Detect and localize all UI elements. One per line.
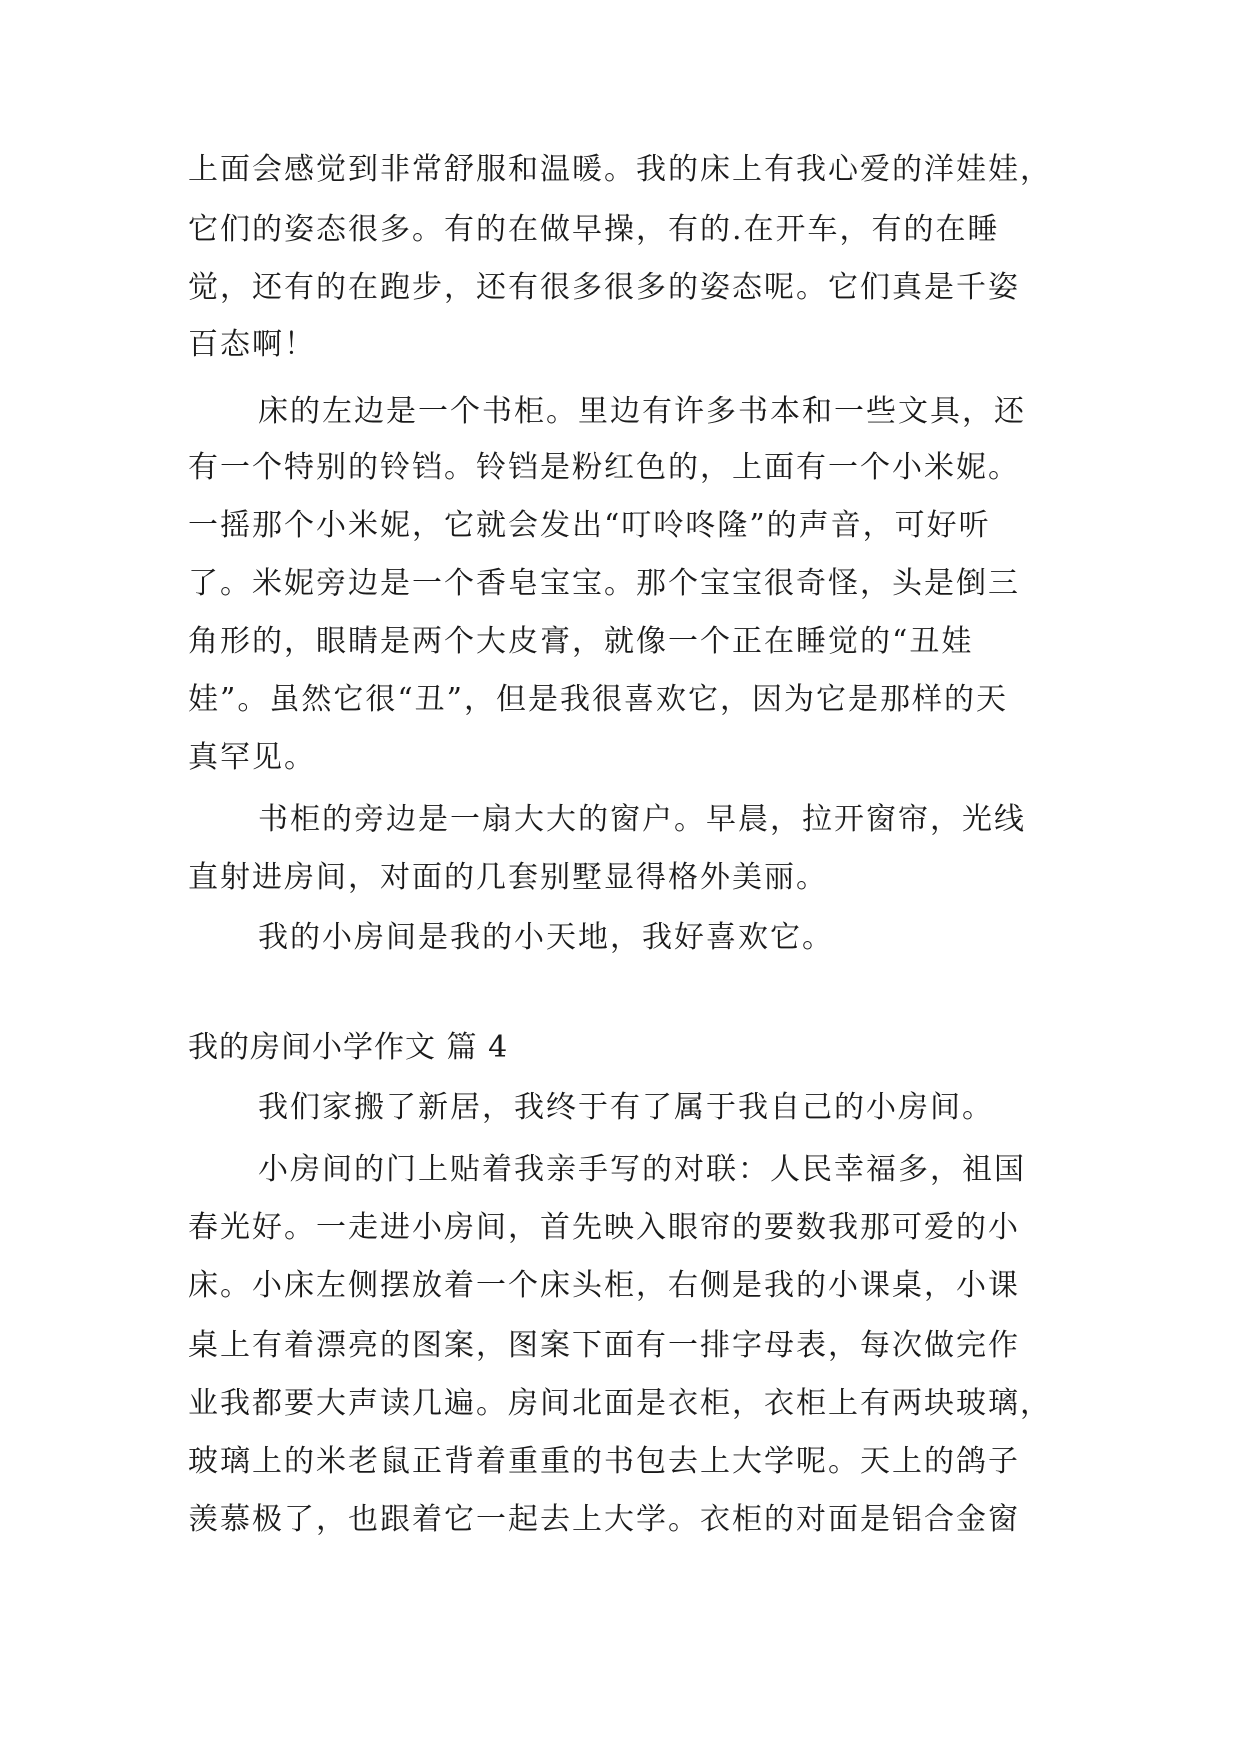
text-line: 角形的，眼睛是两个大皮膏，就像一个正在睡觉的“丑娃: [188, 624, 974, 659]
section-title: 我的房间小学作文 篇 4: [188, 1030, 509, 1065]
text-line: 上面会感觉到非常舒服和温暖。我的床上有我心爱的洋娃娃，: [188, 152, 1052, 187]
text-line: 一摇那个小米妮，它就会发出“叮呤咚隆”的声音，可好听: [188, 508, 991, 543]
text-line: 桌上有着漂亮的图案，图案下面有一排字母表，每次做完作: [188, 1328, 1020, 1363]
text-line: 床。小床左侧摆放着一个床头柜，右侧是我的小课桌，小课: [188, 1268, 1020, 1303]
text-line: 了。米妮旁边是一个香皂宝宝。那个宝宝很奇怪，头是倒三: [188, 566, 1020, 601]
text-line: 我们家搬了新居，我终于有了属于我自己的小房间。: [258, 1090, 994, 1125]
text-line: 书柜的旁边是一扇大大的窗户。早晨，拉开窗帘，光线: [258, 802, 1026, 837]
text-line: 业我都要大声读几遍。房间北面是衣柜，衣柜上有两块玻璃，: [188, 1386, 1052, 1421]
text-line: 它们的姿态很多。有的在做早操，有的.在开车，有的在睡: [188, 212, 1000, 247]
text-line: 觉，还有的在跑步，还有很多很多的姿态呢。它们真是千姿: [188, 270, 1020, 305]
text-line: 娃”。虽然它很“丑”，但是我很喜欢它，因为它是那样的天: [188, 682, 1009, 717]
text-line: 直射进房间，对面的几套别墅显得格外美丽。: [188, 860, 828, 895]
text-line: 床的左边是一个书柜。里边有许多书本和一些文具，还: [258, 394, 1026, 429]
text-line: 真罕见。: [188, 740, 316, 775]
text-line: 有一个特别的铃铛。铃铛是粉红色的，上面有一个小米妮。: [188, 450, 1020, 485]
text-line: 羡慕极了，也跟着它一起去上大学。衣柜的对面是铝合金窗: [188, 1502, 1020, 1537]
text-line: 玻璃上的米老鼠正背着重重的书包去上大学呢。天上的鸽子: [188, 1444, 1020, 1479]
text-line: 我的小房间是我的小天地，我好喜欢它。: [258, 920, 834, 955]
text-line: 小房间的门上贴着我亲手写的对联：人民幸福多，祖国: [258, 1152, 1026, 1187]
text-line: 百态啊！: [188, 327, 316, 362]
text-line: 春光好。一走进小房间，首先映入眼帘的要数我那可爱的小: [188, 1210, 1020, 1245]
